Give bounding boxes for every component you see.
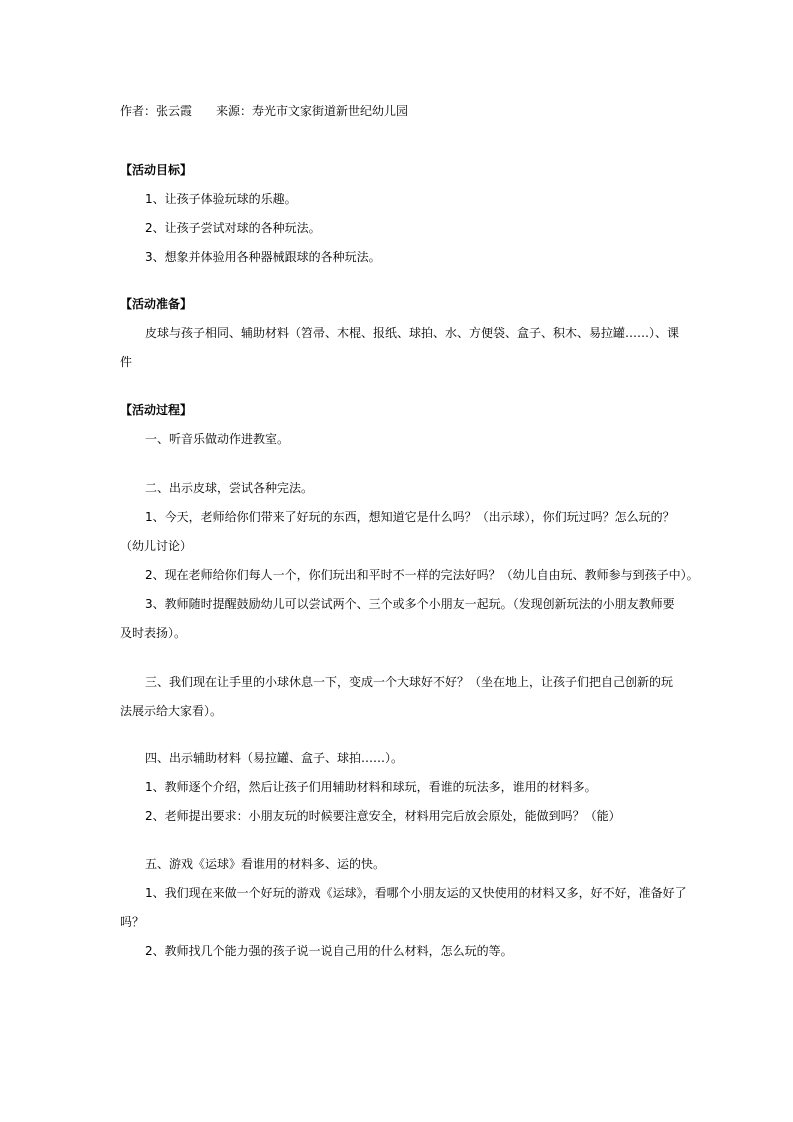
- goal-item-1: 1、让孩子体验玩球的乐趣。: [145, 192, 297, 206]
- step-2-item-1-line-2: （幼儿讨论）: [120, 539, 193, 553]
- section-title-prep: 【活动准备】: [120, 297, 193, 311]
- goal-item-3: 3、想象并体验用各种器械跟球的各种玩法。: [145, 250, 381, 264]
- process-step-5-title: 五、游戏《运球》看谁用的材料多、运的快。: [145, 857, 386, 871]
- section-title-process: 【活动过程】: [120, 403, 193, 417]
- process-step-1: 一、听音乐做动作进教室。: [145, 432, 290, 446]
- process-step-2-title: 二、出示皮球，尝试各种完法。: [145, 481, 314, 495]
- step-2-item-1-line-1: 1、今天，老师给你们带来了好玩的东西，想知道它是什么吗？（出示球），你们玩过吗？怎么玩的？: [145, 510, 675, 524]
- step-2-item-2: 2、现在老师给你们每人一个，你们玩出和平时不一样的完法好吗？（幼儿自由玩、教师参与到孩子中）。: [145, 568, 699, 582]
- source: 来源：寿光市文家街道新世纪幼儿园: [216, 104, 409, 118]
- step-5-item-1-line-2: 吗？: [120, 915, 145, 929]
- author: 作者：张云霞: [120, 104, 193, 118]
- step-5-item-2: 2、教师找几个能力强的孩子说一说自己用的什么材料，怎么玩的等。: [145, 944, 513, 958]
- goal-item-2: 2、让孩子尝试对球的各种玩法。: [145, 221, 321, 235]
- step-5-item-1-line-1: 1、我们现在来做一个好玩的游戏《运球》，看哪个小朋友运的又快使用的材料又多，好不好，准备好了: [145, 886, 687, 900]
- step-2-item-3-line-2: 及时表扬）。: [120, 626, 187, 640]
- prep-text-line-2: 件: [120, 355, 133, 369]
- step-4-item-1: 1、教师逐个介绍，然后让孩子们用辅助材料和球玩，看谁的玩法多，谁用的材料多。: [145, 780, 597, 794]
- section-title-goals: 【活动目标】: [120, 163, 193, 177]
- process-step-3-line-2: 法展示给大家看）。: [120, 704, 223, 718]
- step-4-item-2: 2、老师提出要求：小朋友玩的时候要注意安全，材料用完后放会原处，能做到吗？（能）: [145, 809, 621, 823]
- author-line: [120, 103, 408, 119]
- prep-text-line-1: 皮球与孩子相同、辅助材料（笤帚、木棍、报纸、球拍、水、方便袋、盒子、积木、易拉罐……）、课: [145, 326, 680, 340]
- process-step-4-title: 四、出示辅助材料（易拉罐、盒子、球拍……）。: [145, 751, 404, 765]
- step-2-item-3-line-1: 3、教师随时提醒鼓励幼儿可以尝试两个、三个或多个小朋友一起玩。（发现创新玩法的小朋友教师要: [145, 597, 675, 611]
- process-step-3-line-1: 三、我们现在让手里的小球休息一下，变成一个大球好不好？（坐在地上，让孩子们把自己创新的玩: [145, 675, 674, 689]
